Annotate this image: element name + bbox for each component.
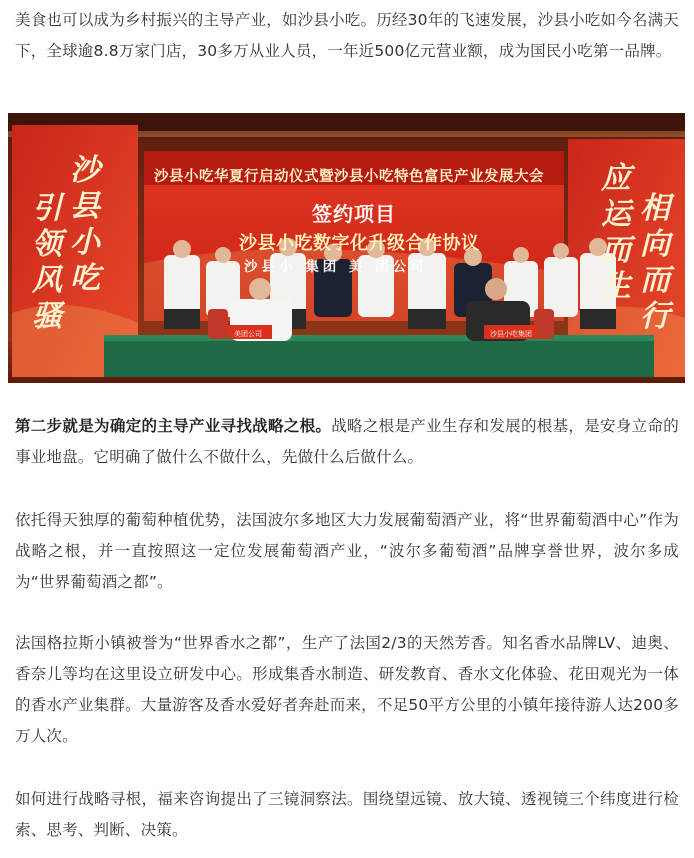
paragraph-lead-bold: 第二步就是为确定的主导产业寻找战略之根。 — [15, 417, 332, 435]
paragraph-text: 如何进行战略寻根，福来咨询提出了三镜洞察法。围绕望远镜、放大镜、透视镜三个纬度进行检索、思考、判断、决策。 — [15, 790, 679, 839]
paragraph-text: 美食也可以成为乡村振兴的主导产业，如沙县小吃。历经30年的飞速发展，沙县小吃如今名满天下，全球逾8.8万家门店，30多万从业人员，一年近500亿元营业额，成为国民小吃第一品牌。 — [15, 11, 679, 60]
signing-ceremony-photo — [8, 113, 685, 383]
paragraph-shaxian-snack — [15, 5, 679, 67]
signing-heading: 签约项目 — [312, 202, 396, 226]
right-board-text-1: 应运而生 — [601, 161, 631, 304]
nameplate-left: 美团公司 — [234, 330, 262, 338]
banner-title: 沙县小吃华夏行启动仪式暨沙县小吃特色富民产业发展大会 — [154, 168, 544, 185]
left-board-text-1: 沙县小吃 — [70, 153, 100, 296]
right-board-text-2: 相向而行 — [640, 191, 670, 334]
paragraph-strategy-root — [15, 411, 679, 473]
paragraph-text: 法国格拉斯小镇被誉为“世界香水之都”，生产了法国2/3的天然芳香。知名香水品牌LV、迪奥、香奈儿等均在这里设立研发中心。形成集香水制造、研发教育、香水文化体验、花田观光为一体的香水产业集群。大量游客及香水爱好者奔赴而来，不足50平方公里的小镇年接待游人达200多万人次。 — [15, 634, 679, 745]
signing-parties: 沙县小 集团 美 团公司 — [244, 259, 428, 275]
paragraph-three-lens — [15, 784, 679, 846]
nameplate-right: 沙县小吃集团 — [490, 330, 532, 338]
paragraph-text: 战略之根是产业生存和发展的根基，是安身立命的事业地盘。它明确了做什么不做什么，先做什么后做什么。 — [15, 417, 679, 466]
left-board-text-2: 引领风骚 — [32, 191, 62, 334]
paragraph-bordeaux — [15, 505, 679, 598]
signing-subtitle: 沙县小吃数字化升级合作协议 — [239, 233, 480, 254]
paragraph-text: 依托得天独厚的葡萄种植优势，法国波尔多地区大力发展葡萄酒产业，将“世界葡萄酒中心”作为战略之根，并一直按照这一定位发展葡萄酒产业，“波尔多葡萄酒”品牌享誉世界，波尔多成为“世界葡萄酒之都”。 — [15, 511, 679, 591]
paragraph-grasse — [15, 628, 679, 752]
